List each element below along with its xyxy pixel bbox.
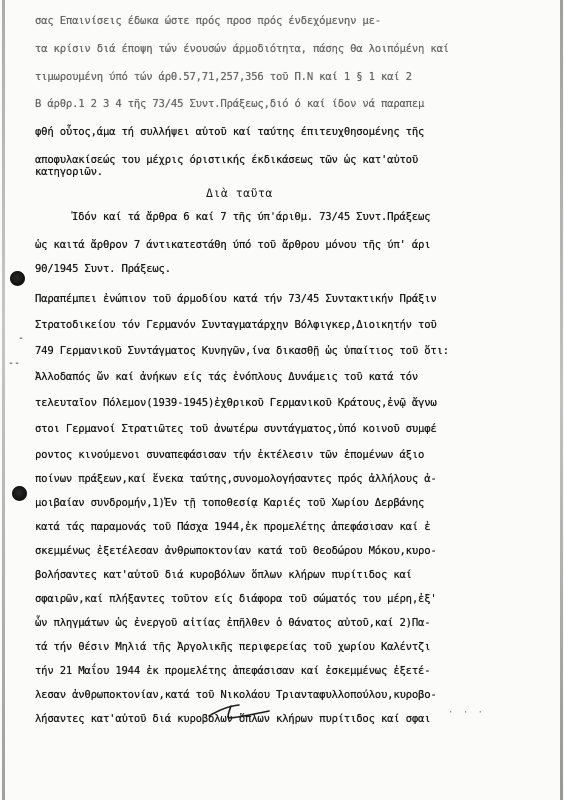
text-line: ποίνων πράξεων,καί ἕνεκα ταύτης,συνομολογήσαντες πρός ἀλλήλους ἀ- (35, 473, 437, 485)
text-line: φθή οὗτος,άμα τή συλλήψει αὐτοῦ καί ταύτης έπιτευχθησομένης τῆς (35, 126, 425, 138)
margin-dash: - (18, 333, 25, 344)
text-line: Β άρθρ.1 2 3 4 τῆς 73/45 Συντ.Πράξεως,διό ό καί ίδον νά παραπεμ (35, 98, 425, 110)
text-line: κατηγοριῶν. (35, 166, 103, 178)
text-line: τιμωρουμένη ύπό τών άρθ.57,71,257,356 τοῦ Π.Ν καί 1 § 1 καί 2 (35, 71, 412, 83)
text-line: λήσαντες κατ'αὐτοῦ διά κυροβόλων ὅπλων κλήρων πυρίτιδος καί σφαι (35, 713, 431, 725)
text-line: ροντος κινούμενοι συναπεφάσισαν τήν ἐκτέλεσιν τῶν ἑπομένων άξιο (35, 449, 425, 461)
text-line: τήν 21 Μαΐου 1944 ἐκ προμελέτης ἀπεφάσισαν καί ἐσκεμμένως ἐξετέ- (35, 665, 431, 677)
text-line: σφαιρῶν,καί πλήξαντες τοῦτον είς διάφορα τοῦ σώματός του μέρη,ἐξ' (35, 593, 437, 605)
text-line: ὧν πληγμάτων ὡς ἐνεργοῦ αἰτίας ἐπῆλθεν ὁ θάνατος αὐτοῦ,καί 2)Πα- (35, 617, 431, 629)
text-line: σας Επαινίσεις έδωκα ώστε πρός προσ πρός ένδεχόμενην με- (35, 15, 381, 27)
page-right-edge (560, 0, 563, 800)
text-line: κατά τάς παραμονάς τοῦ Πάσχα 1944,ἐκ προμελέτης ἀπεφάσισαν καί ἐ (35, 521, 431, 533)
corner-mark: · · · (448, 708, 486, 718)
text-line: τελευταῖον Πόλεμον(1939-1945)ἐχθρικοῦ Γερμανικοῦ Κράτους,ἐνῷ ἄγνω (35, 397, 437, 409)
punch-hole (12, 486, 27, 501)
text-line: 749 Γερμανικοῦ Συντάγματος Κυνηγῶν,ίνα δικασθῇ ὡς ὑπαίτιος τοῦ ὅτι: (35, 345, 449, 357)
text-line: λεσαν ἀνθρωποκτονίαν,κατά τοῦ Νικολάου Τριανταφυλλοπούλου,κυροβο- (35, 689, 437, 701)
text-line: τα κρίσιν διά έποψη τών ένουσών άρμοδιότητα, πάσης θα λοιπόμένη καί (35, 43, 449, 55)
text-line: σκεμμένως ἐξετέλεσαν ἀνθρωποκτονίαν κατά τοῦ Θεοδώρου Μόκου,κυρο- (35, 545, 437, 557)
text-line: βολήσαντες κατ'αὐτοῦ διά κυροβόλων ὅπλων κλήρων πυρίτιδος καί (35, 569, 412, 581)
text-line: μοιβαίαν συνδρομήν,1)Ἐν τῇ τοποθεσίᾳ Καριές τοῦ Χωρίου Δερβάνης (35, 497, 425, 509)
section-heading: Διὰ ταῦτα (206, 186, 273, 200)
text-line: Ἰδόν καί τά ἄρθρα 6 καί 7 τῆς ύπ'άριθμ. 73/45 Συντ.Πράξεως (72, 211, 431, 223)
page-left-edge (2, 0, 5, 800)
text-line: αποφυλακίσεώς του μέχρις όριστικής έκδικάσεως τῶν ὡς κατ'αὐτοῦ (35, 154, 419, 166)
text-line: 90/1945 Συντ. Πράξεως. (35, 263, 171, 275)
text-line: ὡς καιτά ἄρθρον 7 άντικατεστάθη ύπό τοῦ ἄρθρου μόνου τῆς ύπ' άρι (35, 239, 431, 251)
text-line: Παραπέμπει ἐνώπιον τοῦ άρμοδίου κατά τήν 73/45 Συντακτικήν Πράξιν (35, 293, 437, 305)
margin-dash: -- (8, 358, 21, 369)
text-line: Στρατοδικείου τόν Γερμανόν Συνταγματάρχην Βόλφιγκερ,Διοικητήν τοῦ (35, 319, 437, 331)
text-line: Ἀλλοδαπός ὤν καί ἀνήκων είς τάς ἐνόπλους Δυνάμεις τοῦ κατά τόν (35, 371, 419, 383)
punch-hole (10, 271, 25, 286)
text-line: στοι Γερμανοί Στρατιῶτες τοῦ ἀνωτέρω συντάγματος,ὑπό κοινοῦ συμφέ (35, 423, 437, 435)
handwritten-initial (205, 700, 275, 722)
text-line: τά τήν θέσιν Μηλιά τῆς Ἀργολικῆς περιφερείας τοῦ χωρίου Καλέντζι (35, 641, 431, 653)
